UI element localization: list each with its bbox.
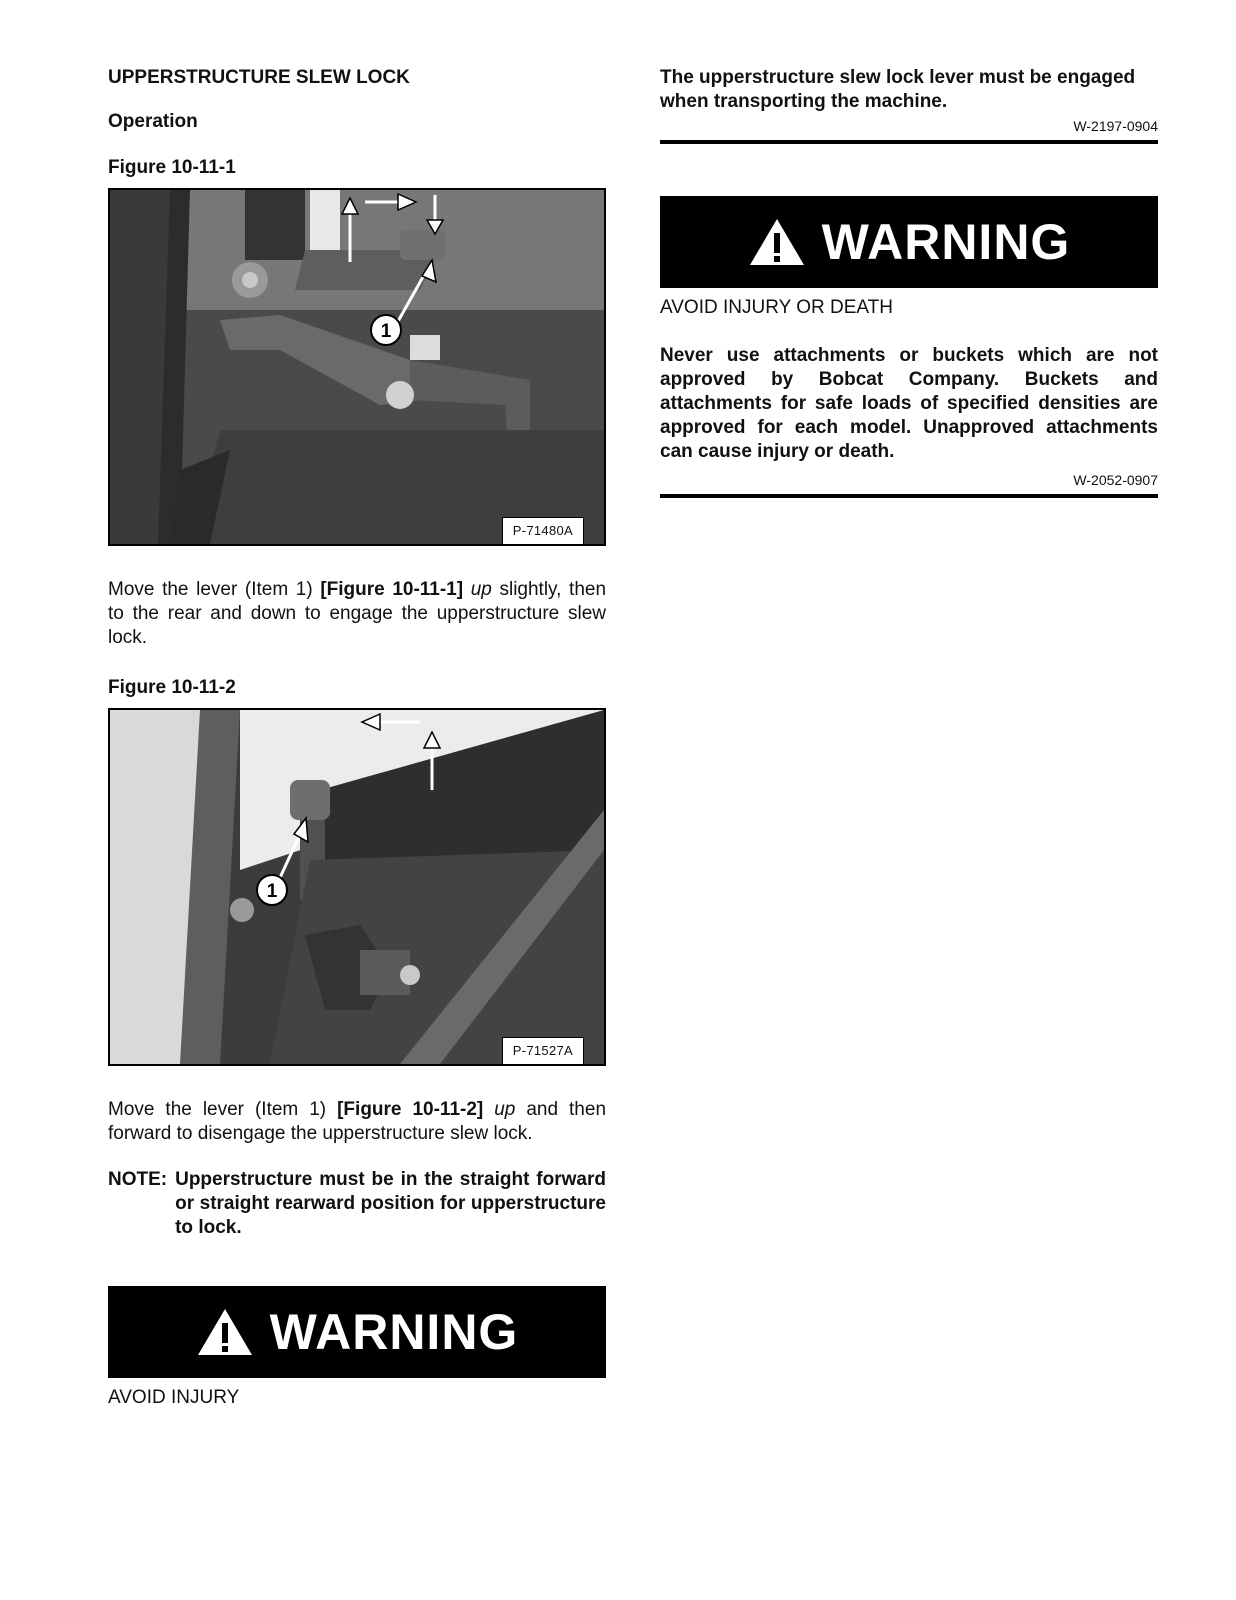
warning-banner-right [660,196,1158,288]
notice-block [660,66,1158,144]
para1-emphasis: up [470,579,492,600]
figure-1-label: Figure 10-11-1 [108,157,236,178]
note-block [108,1168,606,1240]
figure-1-photo [108,188,606,546]
figure-1-illustration [110,190,604,544]
warning-sub-right: AVOID INJURY OR DEATH [660,297,893,318]
para2-text-b [483,1099,494,1120]
figure-2-illustration [110,710,604,1064]
warning-triangle-icon [748,217,806,267]
figure-1-code: P-71480A [502,517,584,544]
note-text: Upperstructure must be in the straight forward or straight rearward position for upperstructure to lock. [175,1169,606,1238]
para2-emphasis: up [494,1099,516,1120]
warning-sub-left: AVOID INJURY [108,1387,240,1408]
paragraph-engage [108,578,606,650]
notice-rule [660,140,1158,144]
note-label: NOTE: [108,1169,168,1190]
para2-text-c: and then forward to disengage the upperstructure slew lock. [108,1099,607,1144]
para1-text-b [463,579,471,600]
para2-figure-ref: [Figure 10-11-2] [337,1099,484,1120]
warning-block-right [660,196,1158,498]
figure-1-callout: 1 [380,321,392,342]
para1-figure-ref: [Figure 10-11-1] [320,579,464,600]
left-column [108,66,606,1410]
para2-text-a: Move the lever (Item 1) [108,1099,338,1120]
right-column [660,66,1158,498]
section-title: UPPERSTRUCTURE SLEW LOCK [108,67,410,88]
paragraph-disengage [108,1098,606,1146]
warning-code-right: W-2052-0907 [1073,472,1158,488]
warning-title-left: WARNING [269,1304,519,1360]
warning-rule-right [660,494,1158,498]
para1-text-a: Move the lever (Item 1) [108,579,321,600]
warning-triangle-icon [196,1307,254,1357]
warning-block-left [108,1286,606,1410]
notice-code: W-2197-0904 [1073,118,1158,134]
warning-body-right: Never use attachments or buckets which are not approved by Bobcat Company. Buckets and attachments for safe loads of specified densities are approved for each model. Unapproved attachments can cause injury or death. [660,345,1158,462]
section-subtitle: Operation [108,111,198,132]
para1-text-c: slightly, then to the rear and down to engage the upperstructure slew lock. [108,579,607,648]
notice-text: The upperstructure slew lock lever must be engaged when transporting the machine. [660,67,1136,112]
figure-2-label: Figure 10-11-2 [108,677,236,698]
figure-2-photo [108,708,606,1066]
figure-2-code: P-71527A [502,1037,584,1064]
figure-2-callout: 1 [266,881,278,902]
warning-banner-left [108,1286,606,1378]
warning-title-right: WARNING [821,214,1071,270]
